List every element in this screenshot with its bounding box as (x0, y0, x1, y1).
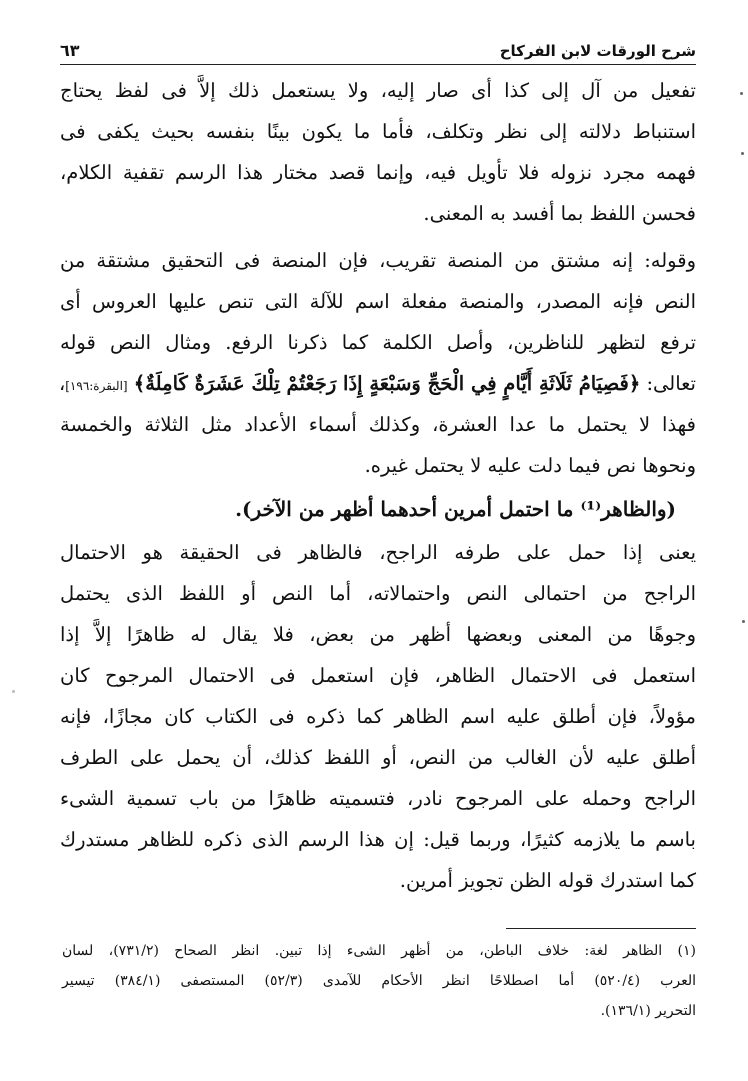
text-line: ونحوها نص فيما دلت عليه لا يحتمل غيره. (364, 454, 696, 477)
page-header (60, 34, 696, 65)
text-line: النص فإنه المصدر، والمنصة مفعلة اسم للآلة التى تنص عليها العروس أى (60, 290, 696, 313)
text-line: أطلق عليه لأن الغالب من النص، أو اللفظ كذلك، أن يحمل على الطرف (60, 746, 696, 769)
verse-reference: [البقرة:١٩٦] (65, 379, 128, 393)
text-line: فهذا لا يحتمل ما عدا العشرة، وكذلك أسماء الأعداد مثل الثلاثة والخمسة (60, 413, 696, 436)
running-head: شرح الورقات لابن الفركاح (499, 42, 696, 60)
footnote-line: التحرير (١٣٦/١). (600, 1003, 696, 1019)
text-line: باسم ما يلازمه كثيرًا، وربما قيل: إن هذا الرسم الذى ذكره للظاهر مستدرك (60, 828, 696, 851)
footnote-separator (506, 928, 696, 929)
quran-verse: ﴿فَصِيَامُ ثَلَاثَةِ أَيَّامٍ فِي الْحَجِّ وَسَبْعَةٍ إِذَا رَجَعْتُمْ تِلْكَ عَشَرَةٌ كَامِلَةٌ﴾ (133, 372, 641, 395)
text-line: فحسن اللفظ بما أفسد به المعنى. (423, 202, 696, 225)
scan-speck (741, 152, 744, 155)
paragraph-2 (60, 240, 696, 486)
quran-verse-line (60, 363, 696, 404)
text-line: كما استدرك قوله الظن تجويز أمرين. (399, 869, 696, 892)
text-line: يعنى إذا حمل على طرفه الراجح، فالظاهر فى الحقيقة هو الاحتمال (60, 541, 696, 564)
text-line: استنباط دلالته إلى نظر وتكلف، فأما ما يكون بينًا بنفسه بحيث يكفى فى (60, 120, 696, 143)
text-line: وجوهًا من المعنى وبعضها أظهر من بعض، فلا يقال له ظاهرًا إلاَّ إذا (60, 623, 696, 646)
text-line: مؤولاً، فإن أطلق عليه اسم الظاهر كما ذكره فى الكتاب كان مجازًا، فإنه (60, 705, 696, 728)
text-line: تفعيل من آل إلى كذا أى صار إليه، ولا يستعمل ذلك إلاَّ فى لفظ يحتاج (60, 79, 696, 102)
scan-speck (740, 92, 743, 95)
paragraph-1 (60, 70, 696, 234)
text-line: فهمه مجرد نزوله فلا تأويل فيه، وإنما قصد مختار هذا الرسم تقفية الكلام، (60, 161, 696, 184)
verse-intro: تعالى: (640, 372, 696, 395)
scan-speck (742, 620, 745, 623)
text-line: الراجح وحمله على المرجوح نادر، فتسميته ظاهرًا من باب تسمية الشىء (60, 787, 696, 810)
text-line: وقوله: إنه مشتق من المنصة تقريب، فإن المنصة فى التحقيق مشتقة من (60, 249, 696, 272)
text-line: الراجح من احتمالى النص واحتمالاته، أما النص أو اللفظ الذى يحتمل (60, 582, 696, 605)
text-line: ترفع لتظهر للناظرين، وأصل الكلمة كما ذكرنا الرفع. ومثال النص قوله (60, 331, 696, 354)
scan-speck (12, 690, 15, 693)
verse-suffix: ، (58, 372, 66, 395)
footnote-line: (١) الظاهر لغة: خلاف الباطن، من أظهر الشىء إذا تبين. انظر الصحاح (٧٣١/٢)، لسان (62, 943, 697, 959)
footnotes (62, 936, 696, 1026)
paragraph-3 (60, 532, 696, 901)
page-number: ٦٣ (60, 41, 80, 60)
footnote-line: العرب (٥٢٠/٤) أما اصطلاحًا انظر الأحكام للآمدى (٥٢/٣) المستصفى (٣٨٤/١) تيسير (62, 973, 696, 989)
text-line: استعمل فى الاحتمال الظاهر، فإن استعمل فى الاحتمال المرجوح كان (60, 664, 696, 687)
main-text (60, 70, 696, 901)
matn-heading: (والظاهر⁽¹⁾ ما احتمل أمرين أحدهما أظهر من الآخر). (235, 497, 676, 521)
